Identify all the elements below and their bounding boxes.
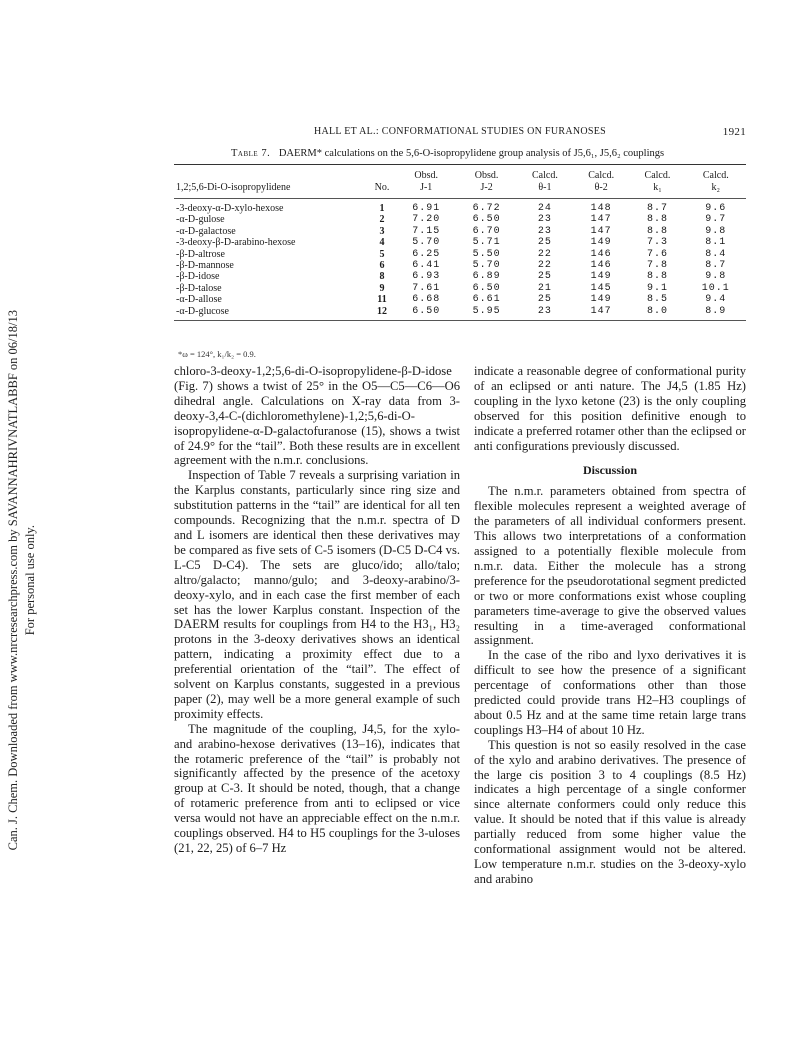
value-cell: 23 <box>537 214 552 226</box>
value-cell: 7.15 <box>412 225 441 237</box>
value-cell: 6.68 <box>412 294 441 306</box>
header-cell: Calcd. <box>532 170 558 181</box>
header-cell: θ-2 <box>594 182 608 193</box>
paragraph: The n.m.r. parameters obtained from spectra of flexible molecules represent a weighted average of the parameters of all individual conformers present. This allows two interpretations of a conformation assigned to a potentially flexible molecule from n.m.r. data. Either the molecule has a strong preference for the pseudorotational segment predicted or two or more conformations exist whose coupling parameters time-average to give the observed values resulting in a time-averaged conformational assignment. <box>474 484 746 648</box>
compound-name-cell: -α-D-allose <box>176 294 222 306</box>
value-cell: 6.50 <box>472 214 501 226</box>
value-cell: 8.4 <box>705 248 727 260</box>
value-cell: 25 <box>537 294 552 306</box>
table-row <box>174 283 746 294</box>
table-header-row-2 <box>174 182 746 199</box>
value-cell: 149 <box>590 271 612 283</box>
download-watermark <box>2 200 42 960</box>
value-cell: 146 <box>590 260 612 272</box>
table-row <box>174 271 746 282</box>
header-cell: θ-1 <box>538 182 552 193</box>
value-cell: 6.61 <box>472 294 501 306</box>
compound-number-cell: 3 <box>379 225 385 237</box>
running-header <box>174 126 746 140</box>
value-cell: 6.50 <box>472 282 501 294</box>
compound-name-cell: -α-D-gulose <box>176 214 225 226</box>
value-cell: 5.50 <box>472 248 501 260</box>
daerm-table <box>174 164 746 321</box>
header-cell <box>368 165 396 183</box>
value-cell: 147 <box>590 305 612 317</box>
table-caption-text: DAERM* calculations on the 5,6-O-isopropylidene group analysis of J5,6₁, J5,6₂ couplings <box>278 148 665 159</box>
compound-number-cell: 9 <box>379 282 385 294</box>
value-cell: 25 <box>537 271 552 283</box>
compound-number-cell: 11 <box>377 294 387 306</box>
compound-number-cell: 4 <box>379 237 385 249</box>
value-cell: 8.7 <box>646 203 668 214</box>
compound-number-cell: 5 <box>379 248 385 260</box>
table-row <box>174 226 746 237</box>
paragraph: Inspection of Table 7 reveals a surprising variation in the Karplus constants, particularly since ring size and substitution patterns in the “tail” are identical for all ten compounds. Recognizing that the n.m.r. spectra of D and L isomers are identical then these derivatives may be compared as five sets of C-5 isomers (D-C5 D-C4 vs. L-C5 D-C4). The sets are gluco/ido; allo/talo; altro/galacto; manno/gulo; and 3-deoxy-arabino/3-deoxy-xylo, and in each case the first member of each set has the lower Karplus constant. Inspection of the DAERM results for couplings from H4 to the H3₁, H3₂ protons in the 3-deoxy derivatives shows an identical pattern, indicating a proximity effect due to a preferential orientation of the “tail”. The effect of solvent on Karplus constants, suggested in a previous paper (2), may well be a more general example of such proximity effects. <box>174 468 460 721</box>
value-cell: 7.6 <box>646 248 668 260</box>
paragraph: In the case of the ribo and lyxo derivatives it is difficult to see how the presence of a significant percentage of conformations other than those predicted could provide trans H2–H3 couplings of about 0.5 Hz and at the same time retain large trans couplings H3–H4 of about 10 Hz. <box>474 648 746 737</box>
compound-name-cell: -β-D-idose <box>176 271 220 283</box>
value-cell: 9.7 <box>705 214 727 226</box>
table-row <box>174 199 746 215</box>
table-row <box>174 306 746 321</box>
value-cell: 6.93 <box>412 271 441 283</box>
paragraph: indicate a reasonable degree of conformational purity of an eclipsed or anti nature. The J4,5 (1.85 Hz) coupling in the lyxo ketone (23) is the only coupling observed for this position definitive enough to indicate a preferred rotamer other than the eclipsed or anti configurations previously discussed. <box>474 364 746 453</box>
value-cell: 8.5 <box>646 294 668 306</box>
value-cell: 23 <box>537 305 552 317</box>
running-title: HALL ET AL.: CONFORMATIONAL STUDIES ON FURANOSES <box>313 126 607 137</box>
value-cell: 23 <box>537 225 552 237</box>
value-cell: 5.70 <box>412 237 441 249</box>
table-row <box>174 237 746 248</box>
value-cell: 145 <box>590 282 612 294</box>
value-cell: 146 <box>590 248 612 260</box>
compound-name-cell: -3-deoxy-β-D-arabino-hexose <box>176 237 296 249</box>
paragraph: The magnitude of the coupling, J4,5, for the xylo- and arabino-hexose derivatives (13–16), indicates that the rotameric preference of the “tail” is probably not significantly affected by the presence of the acetoxy group at C-3. It should be noted, though, that a change of rotameric preference from anti to eclipsed or vice versa would not have an appreciable effect on the n.m.r. couplings observed. H4 to H5 couplings for the 3-uloses (21, 22, 25) of 6–7 Hz <box>174 721 460 855</box>
value-cell: 5.70 <box>472 260 501 272</box>
value-cell: 8.9 <box>705 305 727 317</box>
compound-name-cell: -β-D-talose <box>176 282 222 294</box>
table-caption <box>231 148 664 159</box>
compound-name-cell: -α-D-galactose <box>176 225 236 237</box>
value-cell: 6.72 <box>472 203 501 214</box>
value-cell: 9.8 <box>705 271 727 283</box>
value-cell: 5.95 <box>472 305 501 317</box>
header-cell: Calcd. <box>588 170 615 181</box>
value-cell: 8.0 <box>646 305 668 317</box>
header-cell: Obsd. <box>474 170 499 181</box>
header-cell: J-1 <box>420 182 433 193</box>
value-cell: 7.20 <box>412 214 441 226</box>
value-cell: 9.8 <box>705 225 727 237</box>
value-cell: 10.1 <box>701 282 730 294</box>
value-cell: 22 <box>537 248 552 260</box>
paragraph: chloro-3-deoxy-1,2;5,6-di-O-isopropylidene-β-D-idose (Fig. 7) shows a twist of 25° in the O5—C5—C6—O6 dihedral angle. Calculations on X-ray data from 3-deoxy-3,4-C-(dichloromethylene)-1,2;5,6-di-O-isopropylidene-α-D-galactofuranose (15), shows a twist of 24.9° for the “tail”. Both these results are in excellent agreement with the n.m.r. conclusions. <box>174 364 460 468</box>
table-header-row-1 <box>174 165 746 183</box>
header-cell: J-2 <box>480 182 493 193</box>
table-row <box>174 294 746 305</box>
header-cell: k₂ <box>711 182 721 193</box>
value-cell: 8.7 <box>705 260 727 272</box>
value-cell: 8.8 <box>646 214 668 226</box>
value-cell: 6.25 <box>412 248 441 260</box>
header-cell: Obsd. <box>414 170 438 181</box>
compound-number-cell: 1 <box>379 203 385 214</box>
value-cell: 22 <box>537 260 552 272</box>
watermark-line-1: Can. J. Chem. Downloaded from www.nrcresearchpress.com by SAVANNAHRIVNATLABBF on 06/18/13 <box>6 309 20 851</box>
compound-number-cell: 2 <box>379 214 385 226</box>
value-cell: 147 <box>590 214 612 226</box>
left-text-column <box>174 364 460 856</box>
header-cell <box>174 165 368 183</box>
value-cell: 8.1 <box>705 237 727 249</box>
value-cell: 6.41 <box>412 260 441 272</box>
header-cell: k₁ <box>653 182 662 193</box>
table-label: Table 7. <box>231 148 271 159</box>
watermark-line-2: For personal use only. <box>23 524 37 636</box>
value-cell: 6.50 <box>412 305 441 317</box>
compound-name-cell: -α-D-glucose <box>176 305 229 317</box>
compound-number-cell: 12 <box>377 305 387 317</box>
value-cell: 9.1 <box>646 282 668 294</box>
header-cell: No. <box>374 182 390 193</box>
table-row <box>174 214 746 225</box>
right-text-column <box>474 364 746 887</box>
value-cell: 21 <box>537 282 552 294</box>
paragraph: This question is not so easily resolved in the case of the xylo and arabino derivatives. The presence of the large cis position 3 to 4 couplings (8.5 Hz) indicates a high percentage of a single conformer since alternate conformers could only reduce this value. It should be noted that if this value is already partially reduced from some higher value the conformational assignment would not be altered. Low temperature n.m.r. studies on the 3-deoxy-xylo and arabino <box>474 737 746 886</box>
value-cell: 7.3 <box>646 237 668 249</box>
section-heading: Discussion <box>582 463 638 478</box>
header-cell: Calcd. <box>702 170 729 181</box>
compound-name-cell: -β-D-altrose <box>176 248 225 260</box>
value-cell: 148 <box>590 203 612 214</box>
compound-number-cell: 6 <box>379 260 385 272</box>
header-cell: Calcd. <box>644 170 671 181</box>
value-cell: 7.8 <box>646 260 668 272</box>
value-cell: 6.89 <box>472 271 501 283</box>
compound-number-cell: 8 <box>379 271 385 283</box>
header-cell: 1,2;5,6-Di-O-isopropylidene <box>176 182 291 193</box>
table-footnote: *ω = 124°, k₁/k₂ = 0.9. <box>178 349 256 359</box>
value-cell: 9.6 <box>705 203 727 214</box>
table-body <box>174 199 746 321</box>
value-cell: 5.71 <box>472 237 501 249</box>
value-cell: 147 <box>590 225 612 237</box>
compound-name-cell: -β-D-mannose <box>176 260 234 272</box>
table-row <box>174 249 746 260</box>
value-cell: 8.8 <box>646 225 668 237</box>
table-row <box>174 260 746 271</box>
value-cell: 6.70 <box>472 225 501 237</box>
page-number: 1921 <box>722 126 746 138</box>
value-cell: 149 <box>590 294 612 306</box>
value-cell: 149 <box>590 237 612 249</box>
compound-name-cell: -3-deoxy-α-D-xylo-hexose <box>176 203 284 214</box>
value-cell: 24 <box>537 203 552 214</box>
value-cell: 25 <box>537 237 552 249</box>
value-cell: 9.4 <box>705 294 727 306</box>
value-cell: 7.61 <box>412 282 441 294</box>
value-cell: 6.91 <box>412 203 441 214</box>
value-cell: 8.8 <box>646 271 668 283</box>
